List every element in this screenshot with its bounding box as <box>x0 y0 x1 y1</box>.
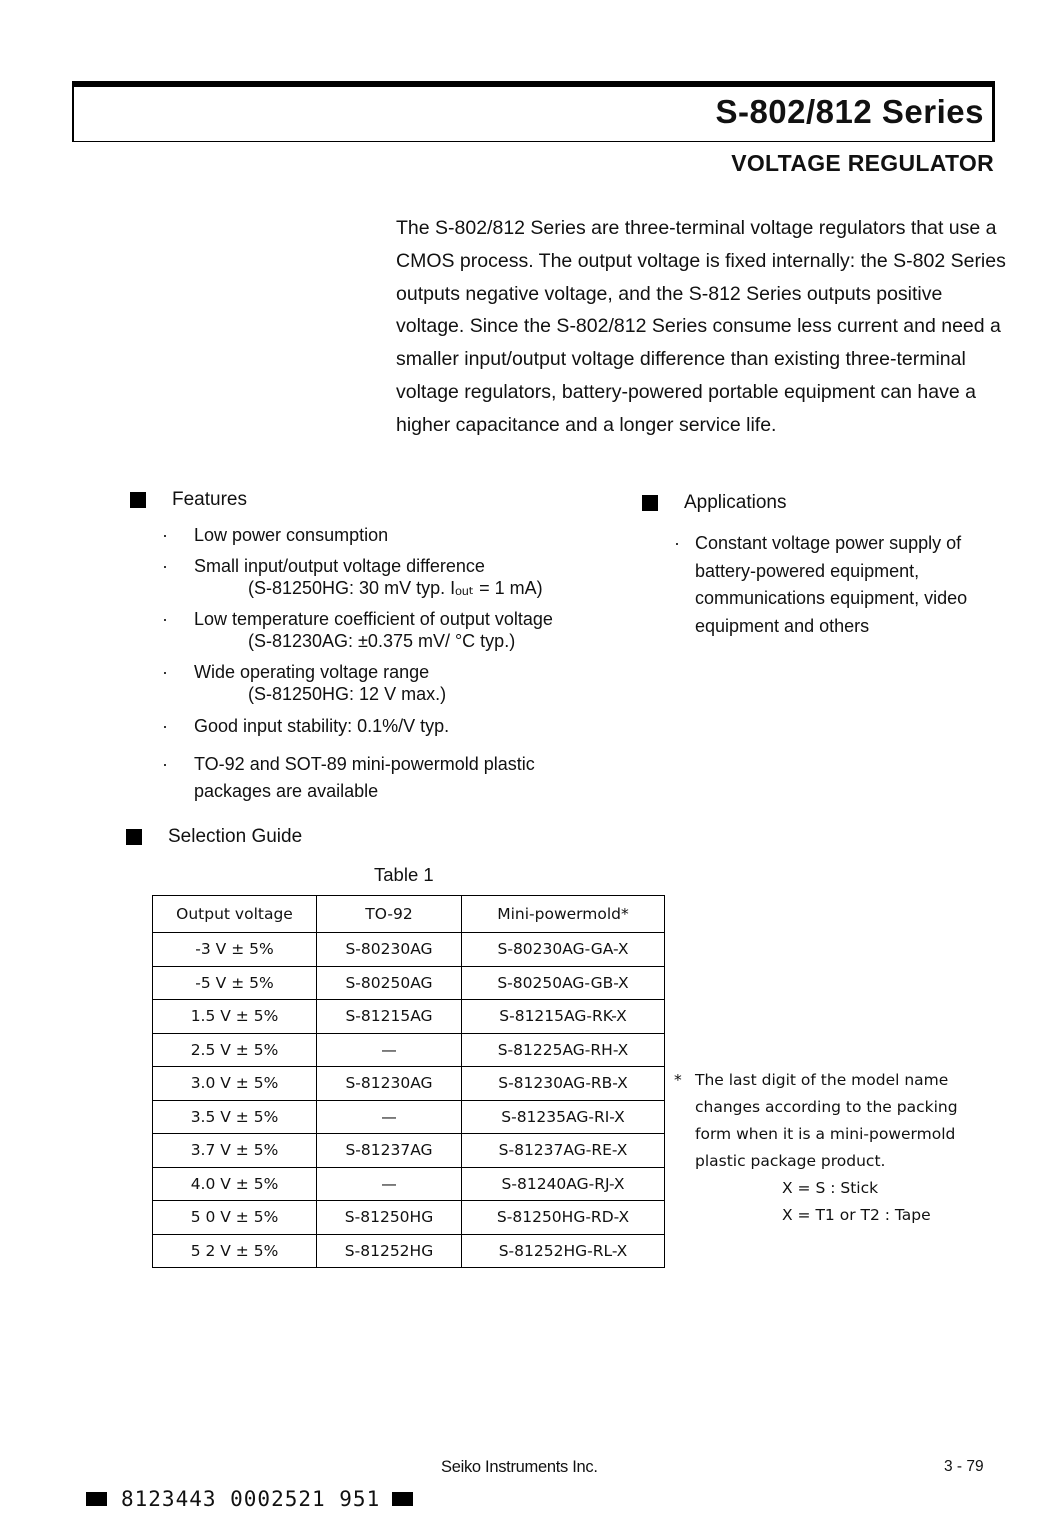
cell-voltage: 5 0 V ± 5% <box>153 1201 317 1235</box>
cell-to92: — <box>317 1100 462 1134</box>
cell-to92: — <box>317 1033 462 1067</box>
document-subtitle: VOLTAGE REGULATOR <box>731 150 994 176</box>
cell-minipowermold: S-81215AG-RK-X <box>462 1000 665 1034</box>
dot-bullet-icon: · <box>162 716 168 736</box>
feature-text: Low power consumption <box>194 525 389 545</box>
packing-code: X = S : Stick <box>782 1179 879 1197</box>
features-heading <box>130 489 247 511</box>
table-row <box>153 1167 665 1201</box>
table-row <box>153 1067 665 1101</box>
barcode-block-icon <box>86 1492 107 1506</box>
column-header: Mini-powermold* <box>462 896 665 933</box>
application-text: Constant voltage power supply of battery-powered equipment, communications equipment, video equipment and others <box>695 533 968 636</box>
cell-to92: S-81230AG <box>317 1067 462 1101</box>
packing-code: X = T1 or T2 : Tape <box>782 1206 931 1224</box>
table-footnote <box>674 1067 994 1229</box>
dot-bullet-icon: · <box>162 556 168 576</box>
square-bullet-icon <box>130 492 146 508</box>
features-list <box>160 524 630 814</box>
feature-text: Good input stability: 0.1%/V typ. <box>194 716 450 736</box>
table-row <box>153 1000 665 1034</box>
table-caption: Table 1 <box>374 864 434 885</box>
table-row <box>153 1134 665 1168</box>
cell-voltage: 5 2 V ± 5% <box>153 1234 317 1268</box>
table-row <box>153 933 665 967</box>
table-row <box>153 1100 665 1134</box>
feature-item <box>160 555 630 599</box>
cell-minipowermold: S-80230AG-GA-X <box>462 933 665 967</box>
selection-table <box>152 895 665 1268</box>
cell-minipowermold: S-81250HG-RD-X <box>462 1201 665 1235</box>
barcode-number: 8123443 0002521 951 <box>121 1487 381 1511</box>
dot-bullet-icon: · <box>162 525 168 545</box>
applications-heading <box>642 492 786 514</box>
table-header-row <box>153 896 665 933</box>
cell-to92: — <box>317 1167 462 1201</box>
cell-to92: S-81252HG <box>317 1234 462 1268</box>
feature-detail: (S-81250HG: 12 V max.) <box>248 684 447 704</box>
application-item <box>672 530 1012 640</box>
cell-voltage: 3.0 V ± 5% <box>153 1067 317 1101</box>
cell-minipowermold: S-81240AG-RJ-X <box>462 1167 665 1201</box>
cell-voltage: 3.5 V ± 5% <box>153 1100 317 1134</box>
feature-detail: (S-81230AG: ±0.375 mV/ °C typ.) <box>248 631 516 651</box>
cell-minipowermold: S-81252HG-RL-X <box>462 1234 665 1268</box>
title-box <box>72 81 995 142</box>
feature-item <box>160 608 630 652</box>
applications-list <box>672 530 1012 640</box>
feature-item <box>160 661 630 705</box>
feature-text: Wide operating voltage range <box>194 662 430 682</box>
square-bullet-icon <box>126 829 142 845</box>
cell-minipowermold: S-81237AG-RE-X <box>462 1134 665 1168</box>
dot-bullet-icon: · <box>674 533 680 553</box>
applications-heading-label: Applications <box>684 492 787 513</box>
cell-voltage: -3 V ± 5% <box>153 933 317 967</box>
cell-voltage: -5 V ± 5% <box>153 966 317 1000</box>
feature-item <box>160 715 630 737</box>
cell-minipowermold: S-81225AG-RH-X <box>462 1033 665 1067</box>
feature-text: Low temperature coefficient of output voltage <box>194 609 553 629</box>
footnote-text: The last digit of the model name changes according to the packing form when it is a mini-powermold plastic package product. <box>695 1071 958 1170</box>
table-row <box>153 1033 665 1067</box>
footer-company: Seiko Instruments Inc. <box>441 1458 598 1476</box>
feature-detail: (S-81250HG: 30 mV typ. Iₒᵤₜ = 1 mA) <box>248 578 543 598</box>
barcode-block-icon <box>392 1492 413 1506</box>
cell-to92: S-81250HG <box>317 1201 462 1235</box>
square-bullet-icon <box>642 495 658 511</box>
asterisk-marker: * <box>674 1071 682 1089</box>
selection-guide-heading <box>126 826 302 848</box>
series-title: S-802/812 Series <box>715 93 984 130</box>
cell-to92: S-81215AG <box>317 1000 462 1034</box>
cell-voltage: 1.5 V ± 5% <box>153 1000 317 1034</box>
intro-paragraph: The S-802/812 Series are three-terminal voltage regulators that use a CMOS process. The output voltage is fixed internally: the S-802 Series outputs negative voltage, and the S-812 Series outputs positive voltage. Since the S-802/812 Series consume less current and need a smaller input/output voltage difference than existing three-terminal voltage regulators, battery-powered portable equipment can have a higher capacitance and a longer service life. <box>396 217 1006 436</box>
selection-guide-heading-label: Selection Guide <box>168 826 303 847</box>
cell-minipowermold: S-81230AG-RB-X <box>462 1067 665 1101</box>
dot-bullet-icon: · <box>162 754 168 774</box>
page-number: 3 - 79 <box>944 1458 984 1475</box>
table-row <box>153 966 665 1000</box>
cell-voltage: 4.0 V ± 5% <box>153 1167 317 1201</box>
features-heading-label: Features <box>172 489 247 510</box>
dot-bullet-icon: · <box>162 609 168 629</box>
feature-text: Small input/output voltage difference <box>194 556 485 576</box>
cell-to92: S-80250AG <box>317 966 462 1000</box>
table-row <box>153 1201 665 1235</box>
cell-voltage: 3.7 V ± 5% <box>153 1134 317 1168</box>
dot-bullet-icon: · <box>162 662 168 682</box>
feature-item <box>160 751 614 805</box>
cell-to92: S-81237AG <box>317 1134 462 1168</box>
column-header: Output voltage <box>153 896 317 933</box>
feature-text: TO-92 and SOT-89 mini-powermold plastic packages are available <box>194 754 535 801</box>
cell-voltage: 2.5 V ± 5% <box>153 1033 317 1067</box>
table-row <box>153 1234 665 1268</box>
cell-to92: S-80230AG <box>317 933 462 967</box>
barcode-line <box>86 1487 413 1511</box>
feature-item <box>160 524 630 546</box>
cell-minipowermold: S-81235AG-RI-X <box>462 1100 665 1134</box>
cell-minipowermold: S-80250AG-GB-X <box>462 966 665 1000</box>
column-header: TO-92 <box>317 896 462 933</box>
